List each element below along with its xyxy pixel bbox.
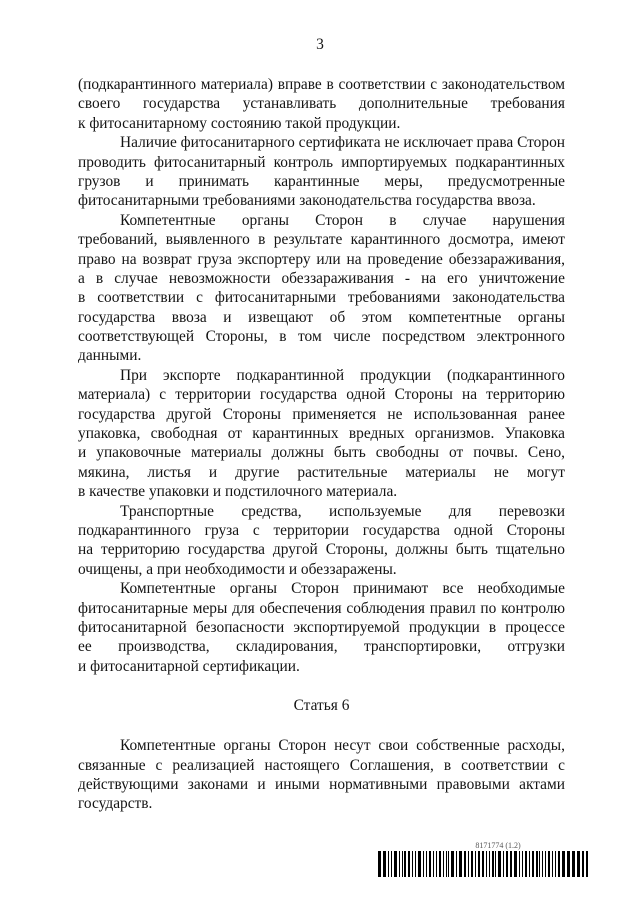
barcode-caption: 8171774 (1.2) — [475, 841, 521, 850]
barcode-bar — [415, 851, 416, 877]
barcode-bar — [522, 851, 523, 877]
text-line: подкарантинного груза с территории государства одной Стороны — [78, 521, 565, 539]
barcode-bar — [443, 851, 444, 877]
barcode-bar — [394, 851, 397, 877]
text-line: к фитосанитарному состоянию такой продукции. — [78, 114, 401, 132]
article-6-text — [78, 736, 565, 814]
barcode-bar — [482, 851, 484, 877]
barcode-bar — [383, 851, 386, 877]
text-line: данными. — [78, 347, 142, 365]
barcode-bar — [552, 851, 553, 877]
barcode-bar — [489, 851, 490, 877]
barcode-bar — [468, 851, 469, 877]
text-line: своего государства устанавливать дополнительные требования — [78, 95, 565, 113]
barcode-bar — [562, 851, 565, 877]
barcode-bar — [548, 851, 550, 877]
text-line: а в случае невозможности обеззараживания - на его уничтожение — [78, 269, 565, 287]
spacer — [78, 715, 565, 736]
barcode-bar — [436, 851, 437, 877]
barcode-bar — [439, 851, 441, 877]
barcode-bar — [418, 851, 421, 877]
text-line: фитосанитарные меры для обеспечения соблюдения правил по контролю — [78, 599, 565, 617]
text-line: проводить фитосанитарный контроль импортируемых подкарантинных — [78, 153, 565, 171]
text-line: в качестве упаковки и подстилочного материала. — [78, 483, 398, 501]
article-5-continuation — [78, 75, 565, 676]
barcode-bar — [572, 851, 575, 877]
barcode-bar — [498, 851, 501, 877]
barcode-bar — [388, 851, 389, 877]
barcode-bar — [486, 851, 487, 877]
body-text — [78, 75, 565, 814]
barcode-bar — [456, 851, 457, 877]
barcode-bar — [478, 851, 480, 877]
text-line: соответствующей Стороны, в том числе посредством электронного — [78, 328, 565, 346]
barcode-block — [378, 840, 588, 877]
barcode-bar — [412, 851, 413, 877]
text-line: фитосанитарной безопасности экспортируемой продукции в процессе — [78, 618, 565, 636]
text-line: очищены, а при необходимости и обеззаражены. — [78, 560, 397, 578]
text-line: Транспортные средства, используемые для перевозки — [120, 502, 565, 520]
barcode-bar — [408, 851, 410, 877]
text-line: Наличие фитосанитарного сертификата не исключает права Сторон — [120, 134, 565, 152]
barcode-bar — [426, 851, 427, 877]
text-line: и упаковочные материалы должны быть свободны от почвы. Сено, — [78, 444, 565, 462]
barcode-bar — [402, 851, 403, 877]
barcode-bar — [495, 851, 496, 877]
text-line: требований, выявленного в результате карантинного досмотра, имеют — [78, 231, 565, 249]
barcode-bar — [586, 851, 588, 877]
text-line: Компетентные органы Сторон в случае нарушения — [120, 211, 565, 229]
barcode-bar — [446, 851, 447, 877]
text-line: на территорию государства другой Стороны, должны быть тщательно — [78, 541, 565, 559]
barcode-bar — [558, 851, 560, 877]
text-line: При экспорте подкарантинной продукции (подкарантинного — [120, 366, 565, 384]
text-line: грузов и принимать карантинные меры, предусмотренные — [78, 172, 565, 190]
page-number: 3 — [316, 36, 324, 53]
text-line: государства ввоза и извещают об этом компетентные органы — [78, 308, 565, 326]
text-line: (подкарантинного материала) вправе в соответствии с законодательством — [78, 76, 565, 93]
text-line: и фитосанитарной сертификации. — [78, 657, 300, 675]
text-line: право на возврат груза экспортеру или на проведение обеззараживания, — [78, 250, 565, 268]
text-line: ее производства, складирования, транспортировки, отгрузки — [78, 638, 565, 656]
barcode-bar — [399, 851, 400, 877]
barcode-bar — [391, 851, 392, 877]
barcode-bar — [471, 851, 473, 877]
text-line: фитосанитарными требованиями законодательства государства ввоза. — [78, 192, 536, 210]
text-line: в соответствии с фитосанитарными требованиями законодательства — [78, 289, 565, 307]
barcode-bar — [567, 851, 570, 877]
spacer — [78, 676, 565, 695]
barcode-bar — [525, 851, 527, 877]
text-line: Компетентные органы Сторон принимают все необходимые — [120, 580, 565, 598]
text-line: государств. — [78, 795, 153, 813]
barcode-bar — [433, 851, 434, 877]
barcode-bar — [545, 851, 546, 877]
barcode-bar — [529, 851, 530, 877]
barcode-bar — [582, 851, 584, 877]
text-line: государства другой Стороны применяется не использованная ранее — [78, 405, 565, 423]
barcode-bar — [459, 851, 462, 877]
article-heading: Статья 6 — [293, 696, 350, 714]
barcode-bar — [536, 851, 538, 877]
barcode-bar — [503, 851, 504, 877]
barcode-bar — [506, 851, 508, 877]
text-line: Компетентные органы Сторон несут свои собственные расходы, — [120, 737, 565, 755]
barcode-bar — [378, 851, 381, 877]
barcode-bar — [532, 851, 534, 877]
barcode-bar — [423, 851, 424, 877]
barcode-bar — [429, 851, 431, 877]
barcode-bar — [448, 851, 449, 877]
text-line: связанные с реализацией настоящего Соглашения, в соответствии с — [78, 756, 565, 774]
text-line: мякина, листья и другие растительные материалы не могут — [78, 463, 565, 481]
barcode-bar — [510, 851, 512, 877]
barcode-bar — [475, 851, 476, 877]
barcode-bar — [492, 851, 494, 877]
barcode-bar — [542, 851, 543, 877]
text-line: материала) с территории государства одной Стороны на территорию — [78, 386, 565, 404]
barcode-bar — [539, 851, 540, 877]
barcode-bar — [555, 851, 556, 877]
text-line: действующими законами и иными нормативными правовыми актами — [78, 776, 565, 794]
barcode-bar — [404, 851, 406, 877]
text-line: упаковка, свободная от карантинных вредных организмов. Упаковка — [78, 425, 565, 443]
barcode — [378, 851, 588, 877]
barcode-bar — [464, 851, 466, 877]
barcode-bar — [451, 851, 454, 877]
barcode-bar — [519, 851, 520, 877]
barcode-bar — [514, 851, 517, 877]
barcode-bar — [577, 851, 580, 877]
